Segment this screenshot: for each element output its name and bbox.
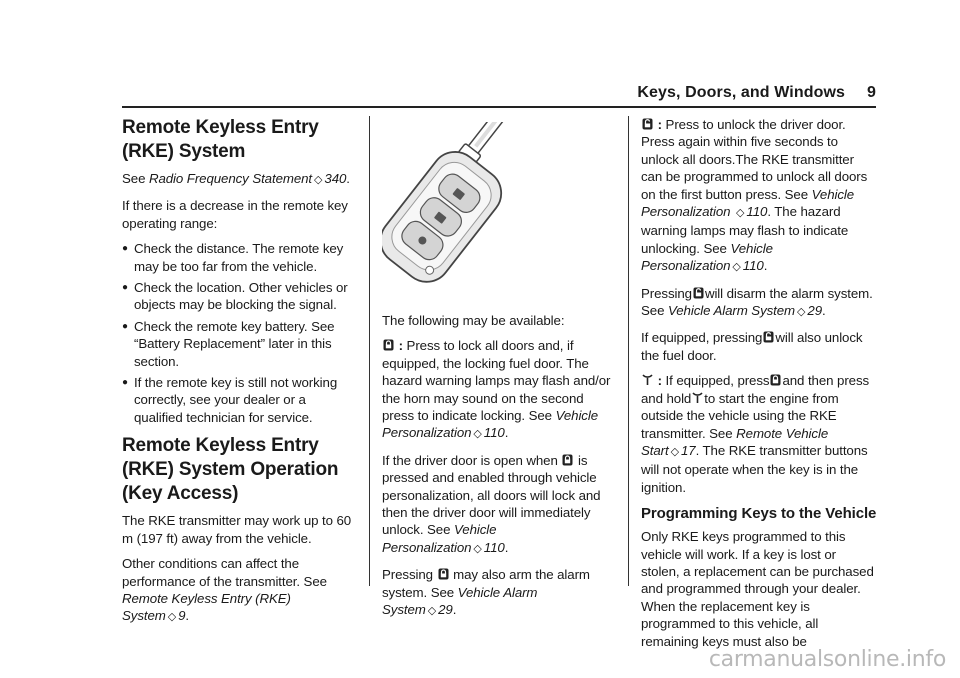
unlock-icon	[763, 331, 774, 343]
watermark: carmanualsonline.info	[708, 647, 946, 672]
paragraph: If there is a decrease in the remote key operating range:	[122, 198, 348, 231]
remote-start-icon	[642, 374, 653, 386]
column-divider	[369, 116, 370, 586]
link-rke-system[interactable]: Remote Keyless Entry (RKE) System	[122, 590, 291, 624]
page-ref[interactable]: 17	[680, 442, 696, 458]
header-rule	[122, 106, 876, 108]
list-item: ● Check the location. Other vehicles or objects may be blocking the signal.	[122, 280, 348, 313]
page-ref[interactable]: 110	[746, 204, 768, 220]
page-ref-arrow-icon: ◇	[736, 207, 745, 220]
remote-start-icon	[692, 392, 703, 404]
page-ref-arrow-icon: ◇	[473, 428, 482, 441]
link-vehicle-personalization[interactable]: Vehicle Personalization	[382, 408, 598, 441]
remote-start-description: : If equipped, press and then press and hold to start the engine from outside the vehicle using the RKE transmitter. See Remote Vehicle Start ◇ 17. The RKE transmitter buttons will not operate when the key is in the ignition.	[641, 373, 870, 495]
paragraph: If the driver door is open when is pressed and enabled through vehicle personalization, all doors will lock and then the driver door will immediately unlock. See Vehicle Personalization ◇ 110.	[382, 452, 601, 555]
paragraph: Only RKE keys programmed to this vehicle will work. If a key is lost or stolen, a replacement can be purchased and programmed through your dealer. When the replacement key is programmed to this vehicle, all remaining keys must also be	[641, 529, 874, 649]
column-divider	[628, 116, 629, 586]
page-ref-arrow-icon: ◇	[797, 306, 806, 319]
link-vehicle-personalization[interactable]: Vehicle Personalization	[641, 186, 855, 220]
page-ref-arrow-icon: ◇	[314, 174, 323, 186]
paragraph: Pressing will disarm the alarm system. See Vehicle Alarm System ◇ 29.	[641, 285, 873, 319]
link-remote-vehicle-start[interactable]: Remote Vehicle Start	[641, 425, 829, 458]
page-ref-arrow-icon: ◇	[167, 611, 177, 624]
bullet-dot-icon: ●	[122, 282, 128, 294]
page-ref-arrow-icon: ◇	[732, 261, 741, 274]
page-ref[interactable]: 110	[742, 258, 764, 274]
list-item: ● Check the distance. The remote key may be too far from the vehicle.	[122, 241, 344, 274]
page-ref[interactable]: 29	[807, 303, 823, 319]
paragraph: The following may be available:	[382, 313, 565, 328]
bullet-list	[122, 240, 354, 426]
page-ref[interactable]: 340	[324, 171, 347, 186]
link-vehicle-alarm-system[interactable]: Vehicle Alarm System	[382, 584, 538, 618]
lock-icon	[383, 339, 394, 351]
link-radio-frequency-statement[interactable]: Radio Frequency Statement	[148, 171, 313, 186]
heading-programming-keys: Programming Keys to the Vehicle	[641, 505, 877, 523]
page-ref[interactable]: 110	[483, 425, 505, 441]
paragraph: Pressing may also arm the alarm system. See Vehicle Alarm System ◇ 29.	[382, 567, 590, 618]
column-3	[641, 116, 877, 658]
list-item: ● If the remote key is still not working correctly, see your dealer or a qualified technician for service.	[122, 375, 338, 425]
bullet-dot-icon: ●	[122, 377, 128, 389]
page-ref-arrow-icon: ◇	[473, 542, 482, 555]
list-item: ● Check the remote key battery. See “Battery Replacement” later in this section.	[122, 318, 335, 369]
page-ref-arrow-icon: ◇	[427, 605, 437, 618]
page-ref[interactable]: 110	[483, 539, 505, 555]
lock-icon	[562, 454, 573, 466]
lock-icon	[438, 568, 449, 580]
bullet-dot-icon: ●	[122, 320, 128, 332]
running-header	[637, 84, 876, 102]
unlock-icon	[642, 118, 653, 130]
link-vehicle-personalization[interactable]: Vehicle Personalization	[382, 522, 497, 555]
key-fob-illustration	[382, 122, 614, 302]
lock-icon	[770, 374, 781, 386]
column-2	[382, 116, 614, 629]
heading-rke-operation: Remote Keyless Entry (RKE) System Operation (Key Access)	[122, 435, 339, 505]
column-1	[122, 116, 354, 635]
link-vehicle-personalization[interactable]: Vehicle Personalization	[641, 240, 773, 274]
heading-rke-system: Remote Keyless Entry (RKE) System	[122, 117, 319, 162]
paragraph: The RKE transmitter may work up to 60 m (197 ft) away from the vehicle.	[122, 513, 352, 546]
link-vehicle-alarm-system[interactable]: Vehicle Alarm System	[667, 303, 796, 319]
lock-description: : Press to lock all doors and, if equipped, the locking fuel door. The hazard warning lamps may flash and/or the horn may sound on the second press to indicate locking. See Vehicle Personalization ◇ 110.	[382, 338, 611, 441]
unlock-description: : Press to unlock the driver door. Press again within five seconds to unlock all doors.The RKE transmitter can be programmed to unlock all doors on the first button press. See Vehicle Personalization ◇ 110. The hazard warning lamps may flash to indicate unlocking. See Vehicle Personalization ◇ 110.	[641, 117, 868, 274]
page-ref[interactable]: 9	[178, 608, 186, 624]
section-title: Keys, Doors, and Windows	[637, 84, 845, 101]
unlock-icon	[693, 287, 704, 299]
page-ref[interactable]: 29	[438, 602, 453, 618]
paragraph: If equipped, pressing will also unlock the fuel door.	[641, 330, 863, 363]
see-reference: See Radio Frequency Statement ◇ 340.	[122, 171, 350, 186]
paragraph: Other conditions can affect the performance of the transmitter. See Remote Keyless Entry (RKE) System ◇ 9.	[122, 556, 327, 624]
page-ref-arrow-icon: ◇	[670, 445, 679, 458]
page-number: 9	[867, 84, 876, 101]
bullet-dot-icon: ●	[122, 243, 128, 255]
